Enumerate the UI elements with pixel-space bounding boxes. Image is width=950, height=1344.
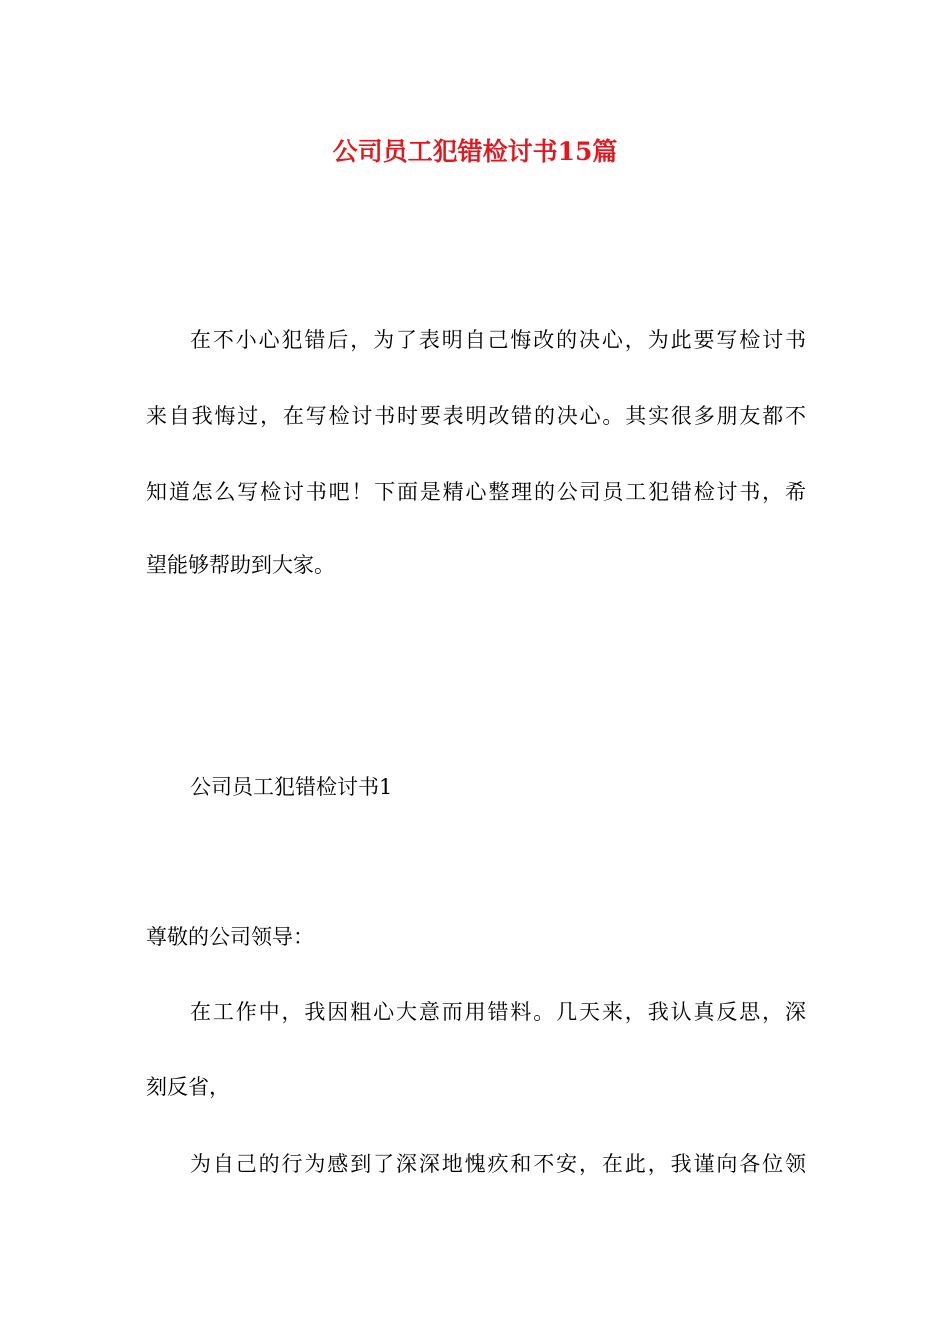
body-line-2: 刻反省，	[146, 1075, 230, 1099]
document-title: 公司员工犯错检讨书15篇	[332, 137, 618, 166]
intro-line-4: 望能够帮助到大家。	[146, 553, 335, 577]
intro-line-2: 来自我悔过，在写检讨书时要表明改错的决心。其实很多朋友都不	[146, 404, 806, 428]
intro-line-3: 知道怎么写检讨书吧！下面是精心整理的公司员工犯错检讨书，希	[146, 480, 806, 504]
section-heading: 公司员工犯错检讨书1	[190, 775, 393, 799]
body-line-1: 在工作中，我因粗心大意而用错料。几天来，我认真反思，深	[190, 1000, 806, 1024]
body-line-3: 为自己的行为感到了深深地愧疚和不安，在此，我谨向各位领	[190, 1152, 806, 1176]
salutation: 尊敬的公司领导：	[146, 925, 314, 949]
intro-line-1: 在不小心犯错后，为了表明自己悔改的决心，为此要写检讨书	[190, 328, 806, 352]
